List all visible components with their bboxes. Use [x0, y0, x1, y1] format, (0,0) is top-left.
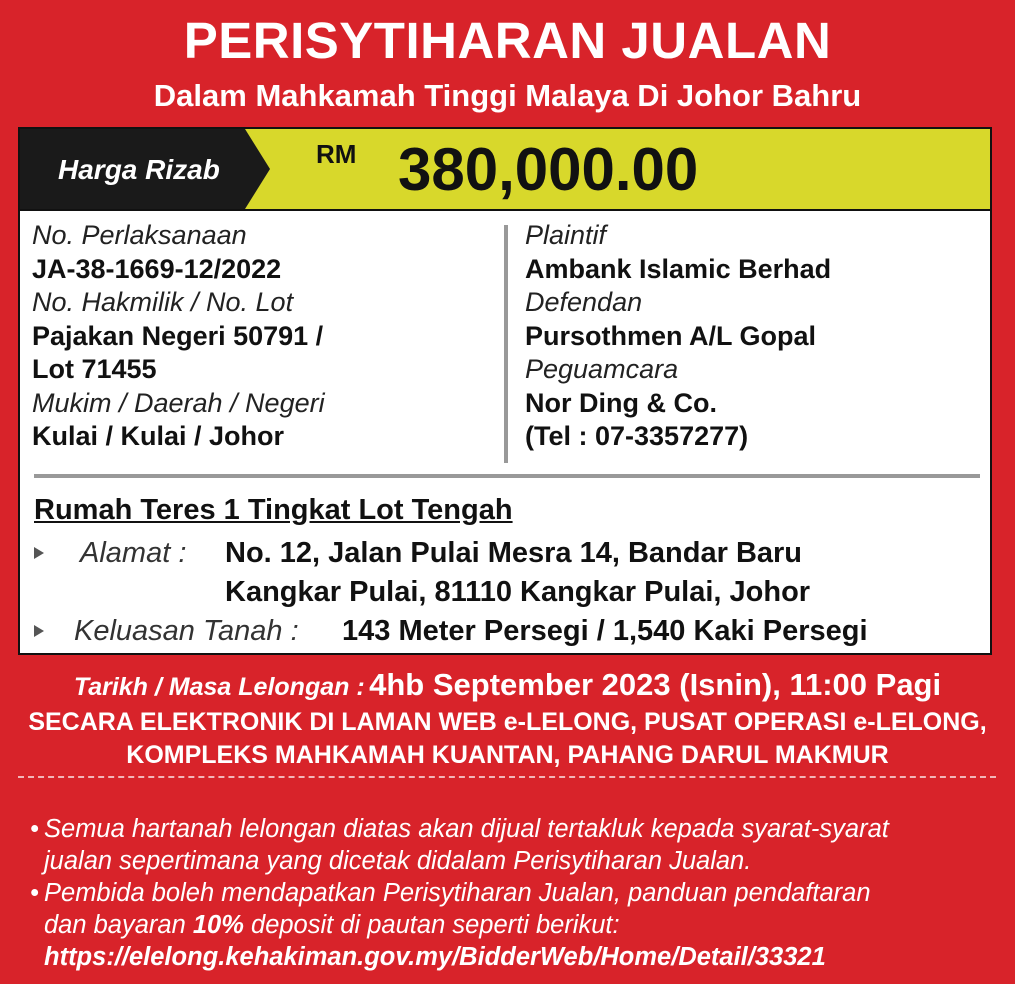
title-lot-value-line2: Lot 71455: [32, 354, 157, 384]
solicitor-phone: (Tel : 07-3357277): [525, 421, 749, 451]
dashed-divider: [18, 776, 996, 778]
details-panel: [18, 127, 992, 655]
property-type: Rumah Teres 1 Tingkat Lot Tengah: [34, 494, 513, 526]
reserve-price-bar: [20, 129, 990, 211]
execution-no-label: No. Perlaksanaan: [32, 220, 247, 250]
bidder-link[interactable]: https://elelong.kehakiman.gov.my/BidderWeb/Home/Detail/33321: [44, 943, 826, 971]
defendant-value: Pursothmen A/L Gopal: [525, 320, 817, 351]
land-area-label: Keluasan Tanah :: [74, 615, 299, 647]
address-line-2: Kangkar Pulai, 81110 Kangkar Pulai, Johor: [225, 576, 811, 608]
note-1: [30, 813, 1000, 877]
bullet-dot-icon: •: [30, 815, 39, 843]
case-info-left: [32, 219, 492, 454]
land-area-value: 143 Meter Persegi / 1,540 Kaki Persegi: [342, 615, 868, 647]
solicitor-label: Peguamcara: [525, 354, 679, 384]
title-lot-label: No. Hakmilik / No. Lot: [32, 287, 294, 317]
page-title: PERISYTIHARAN JUALAN: [183, 12, 832, 69]
note-1-line-1: Semua hartanah lelongan diatas akan dijual tertakluk kepada syarat-syarat: [44, 815, 889, 843]
bullet-dot-icon: •: [30, 879, 39, 907]
execution-no-value: JA-38-1669-12/2022: [32, 253, 282, 284]
address-line-1: No. 12, Jalan Pulai Mesra 14, Bandar Baru: [225, 537, 803, 569]
auction-datetime-label: Tarikh / Masa Lelongan :: [73, 673, 365, 701]
arrow-bullet-icon: [34, 625, 44, 637]
location-label: Mukim / Daerah / Negeri: [32, 387, 325, 418]
location-value: Kulai / Kulai / Johor: [32, 421, 285, 451]
note-2-line-2-pre: dan bayaran: [44, 911, 193, 939]
note-2-line-2-post: deposit di pautan seperti berikut:: [243, 911, 620, 939]
column-divider: [504, 225, 508, 463]
auction-venue: [0, 706, 1015, 772]
price-amount: 380,000.00: [398, 136, 699, 203]
auction-datetime-value: 4hb September 2023 (Isnin), 11:00 Pagi: [369, 667, 942, 702]
auction-venue-line-1: SECARA ELEKTRONIK DI LAMAN WEB e-LELONG, PUSAT OPERASI e-LELONG,: [28, 708, 987, 736]
notes-section: [30, 813, 1000, 973]
arrow-bullet-icon: [34, 547, 44, 559]
address-row: [20, 534, 990, 614]
price-currency: RM: [316, 139, 357, 169]
defendant-label: Defendan: [525, 287, 643, 317]
auction-venue-line-2: KOMPLEKS MAHKAMAH KUANTAN, PAHANG DARUL MAKMUR: [126, 741, 889, 769]
price-label: Harga Rizab: [58, 154, 220, 185]
case-info-right: [525, 219, 975, 454]
page-subtitle: Dalam Mahkamah Tinggi Malaya Di Johor Bahru: [153, 78, 862, 113]
address-label: Alamat :: [80, 537, 187, 569]
land-area-row: [20, 612, 990, 652]
auction-datetime: [0, 666, 1015, 710]
plaintiff-value: Ambank Islamic Berhad: [525, 253, 832, 284]
plaintiff-label: Plaintif: [525, 220, 607, 250]
deposit-percentage: 10%: [192, 911, 244, 939]
solicitor-value: Nor Ding & Co.: [525, 387, 717, 418]
title-lot-value-line1: Pajakan Negeri 50791 /: [32, 320, 324, 351]
note-1-line-2: jualan sepertimana yang dicetak didalam Perisytiharan Jualan.: [44, 847, 752, 875]
section-divider: [34, 474, 980, 478]
note-2: [30, 877, 1000, 941]
note-2-line-1: Pembida boleh mendapatkan Perisytiharan Jualan, panduan pendaftaran: [44, 879, 871, 907]
note-2-line-2: [44, 909, 1000, 941]
